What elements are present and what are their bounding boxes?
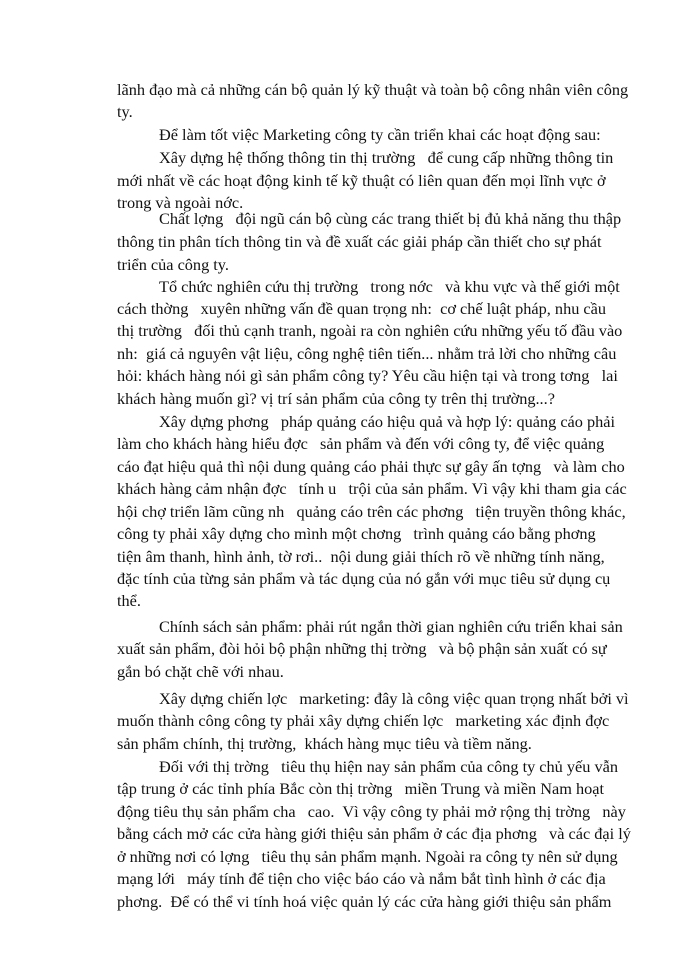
text-line: mạng lới máy tính để tiện cho việc báo cáo và nắm bắt tình hình ở các địa bbox=[117, 869, 606, 888]
text-line: thị trường đối thủ cạnh tranh, ngoài ra còn nghiên cứu những yếu tố đầu vào bbox=[117, 321, 623, 340]
text-line: Xây dựng hệ thống thông tin thị trường để cung cấp những thông tin bbox=[159, 148, 614, 167]
text-line: cách thờng xuyên những vấn đề quan trọng nh: cơ chế luật pháp, nhu cầu bbox=[117, 299, 607, 318]
text-line: động tiêu thụ sản phẩm cha cao. Vì vậy công ty phải mở rộng thị trờng này bbox=[117, 802, 626, 821]
text-line: phơng. Để có thể vi tính hoá việc quản lý các cửa hàng giới thiệu sản phẩm bbox=[117, 892, 612, 911]
text-line: hỏi: khách hàng nói gì sản phẩm công ty? Yêu cầu hiện tại và trong tơng lai bbox=[117, 366, 618, 385]
text-line: Xây dựng chiến lợc marketing: đây là công việc quan trọng nhất bởi vì bbox=[159, 689, 629, 708]
text-line: công ty phải xây dựng cho mình một chơng trình quảng cáo bằng phơng bbox=[117, 524, 596, 543]
text-line: Để làm tốt việc Marketing công ty cần triển khai các hoạt động sau: bbox=[159, 125, 601, 144]
text-line: tập trung ở các tỉnh phía Bắc còn thị trờng miền Trung và miền Nam hoạt bbox=[117, 779, 605, 798]
text-line: bằng cách mở các cửa hàng giới thiệu sản phẩm ở các địa phơng và các đại lý bbox=[117, 824, 631, 843]
text-line: thông tin phân tích thông tin và đề xuất các giải pháp cần thiết cho sự phát bbox=[117, 232, 602, 251]
text-line: làm cho khách hàng hiểu đợc sản phẩm và đến với công ty, để việc quảng bbox=[117, 434, 605, 453]
text-line: Tổ chức nghiên cứu thị trường trong nớc và khu vực và thế giới một bbox=[159, 277, 620, 296]
text-line: ở những nơi có lợng tiêu thụ sản phẩm mạnh. Ngoài ra công ty nên sử dụng bbox=[117, 847, 618, 866]
text-line: thể. bbox=[117, 591, 141, 610]
text-line: tiện âm thanh, hình ảnh, tờ rơi.. nội dung giải thích rõ về những tính năng, bbox=[117, 547, 605, 566]
text-line: triển của công ty. bbox=[117, 255, 229, 274]
text-line: cáo đạt hiệu quả thì nội dung quảng cáo phải thực sự gây ấn tợng và làm cho bbox=[117, 457, 625, 476]
text-line: nh: giá cả nguyên vật liệu, công nghệ tiên tiến... nhằm trả lời cho những câu bbox=[117, 344, 617, 363]
text-line: mới nhất về các hoạt động kinh tế kỹ thuật có liên quan đến mọi lĩnh vực ở bbox=[117, 171, 606, 190]
text-line: gắn bó chặt chẽ với nhau. bbox=[117, 662, 284, 681]
text-line: khách hàng muốn gì? vị trí sản phẩm của công ty trên thị trường...? bbox=[117, 389, 555, 408]
text-line: hội chợ triển lãm cũng nh quảng cáo trên các phơng tiện truyền thông khác, bbox=[117, 502, 626, 521]
text-line: đặc tính của từng sản phẩm và tác dụng của nó gắn với mục tiêu sử dụng cụ bbox=[117, 569, 611, 588]
text-line: ty. bbox=[117, 102, 133, 121]
text-line: khách hàng cảm nhận đợc tính u trội của sản phẩm. Vì vậy khi tham gia các bbox=[117, 479, 627, 498]
text-line: Chất lợng đội ngũ cán bộ cùng các trang thiết bị đủ khả năng thu thập bbox=[159, 209, 622, 228]
text-line: lãnh đạo mà cả những cán bộ quản lý kỹ thuật và toàn bộ công nhân viên công bbox=[117, 80, 629, 99]
text-line: Đối với thị trờng tiêu thụ hiện nay sản phẩm của công ty chủ yếu vẫn bbox=[159, 757, 618, 776]
text-line: Xây dựng phơng pháp quảng cáo hiệu quả và hợp lý: quảng cáo phải bbox=[159, 412, 616, 431]
text-line: xuất sản phẩm, đòi hỏi bộ phận những thị trờng và bộ phận sản xuất có sự bbox=[117, 639, 607, 658]
text-line: sản phẩm chính, thị trường, khách hàng mục tiêu và tiềm năng. bbox=[117, 734, 532, 753]
text-line: muốn thành công công ty phải xây dựng chiến lợc marketing xác định đợc bbox=[117, 711, 610, 730]
text-line: Chính sách sản phẩm: phải rút ngắn thời gian nghiên cứu triển khai sản bbox=[159, 617, 623, 636]
text-line: trong và ngoài nớc. bbox=[117, 193, 244, 212]
